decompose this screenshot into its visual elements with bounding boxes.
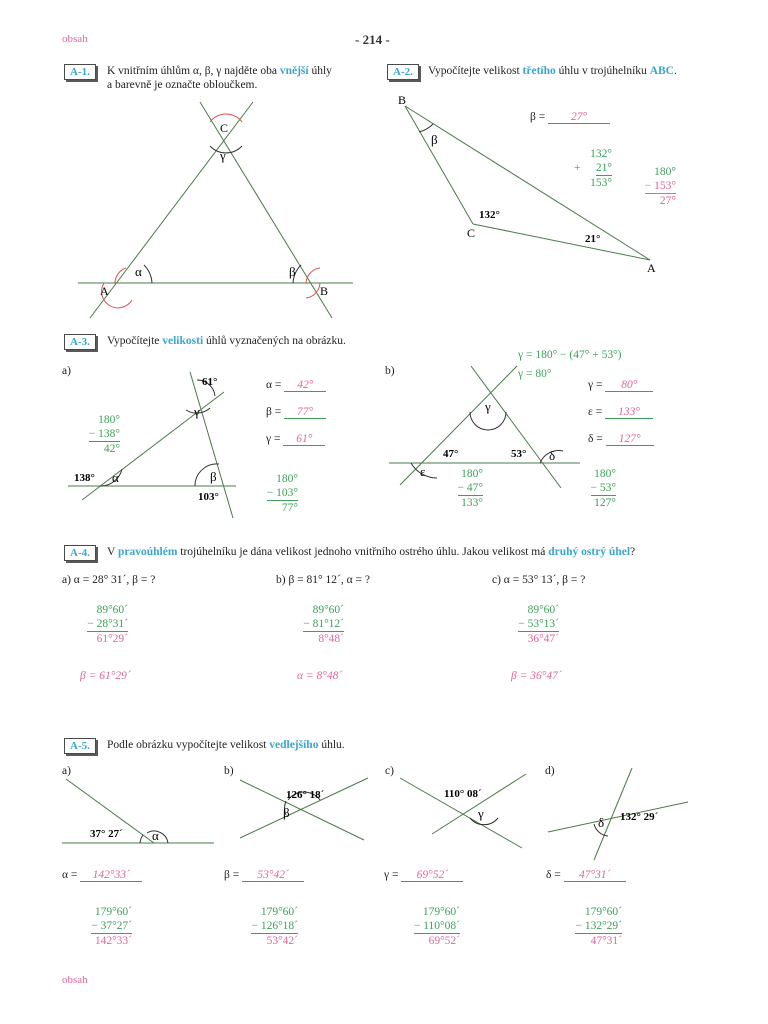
- a4b-calc: [292, 603, 344, 646]
- a1-text-line2: a barevně je označte obloučkem.: [107, 79, 258, 91]
- a3b-angle-53: 53°: [511, 448, 527, 460]
- a3b-calc2-line: − 53°: [590, 482, 616, 494]
- a5d-answer-label: δ =: [546, 869, 561, 881]
- a3-text-part: úhlů vyznačených na obrázku.: [203, 335, 346, 347]
- a4a-calc-line: 89°60´: [96, 604, 128, 616]
- a3b-angle-47: 47°: [443, 448, 459, 460]
- a5b-calc-result: 53°42´: [266, 935, 298, 947]
- a5c-calc-result: 69°52´: [428, 935, 460, 947]
- a5c-answer-label: γ =: [384, 869, 399, 881]
- a2-label-beta: β: [431, 132, 438, 147]
- task-a1-text: [107, 64, 382, 92]
- page-number: - 214 -: [355, 32, 390, 47]
- a4a-label: a) α = 28° 31´, β = ?: [62, 574, 156, 586]
- a3b-answer-label: ε =: [588, 406, 603, 418]
- a5d-answer-value: 47°31´: [564, 869, 626, 882]
- a3b-calc1-line: 180°: [461, 468, 483, 480]
- a2-calc1: [574, 147, 612, 190]
- a3a-answer-row: [266, 379, 326, 406]
- a2-calc1-op: +: [574, 162, 581, 174]
- task-a4-text: [107, 545, 727, 559]
- a3b-calc2-line: 180°: [594, 468, 616, 480]
- a2-calc2-line: 180°: [654, 166, 676, 178]
- a2-label-A: A: [647, 261, 656, 275]
- a1-label-B: B: [320, 284, 329, 298]
- a4c-label: c) α = 53° 13´, β = ?: [492, 574, 586, 586]
- a3a-label-beta: β: [210, 469, 217, 484]
- a4b-calc-result: 8°48´: [318, 633, 344, 645]
- task-a3-text: [107, 334, 507, 348]
- a3a-angle-103: 103°: [198, 491, 219, 503]
- a5a-answer-label: α =: [62, 869, 78, 881]
- a3b-arc-gamma: [470, 412, 506, 430]
- a3b-formula-result: γ = 80°: [518, 368, 552, 380]
- a5a-answer-value: 142°33´: [80, 869, 142, 882]
- a5b-calc: [238, 905, 298, 948]
- a3a-calc1-line: 180°: [98, 414, 120, 426]
- a2-text-part: Vypočítejte velikost: [428, 65, 523, 77]
- a3b-calc2-result: 127°: [594, 497, 616, 509]
- a4-text-part: trojúhelníku je dána velikost jednoho vnitřního ostrého úhlu. Jakou velikost má: [177, 546, 549, 558]
- a2-calc2-result: 27°: [659, 195, 676, 207]
- a2-calc2-line: − 153°: [644, 180, 676, 192]
- a3-part-a-label: a): [62, 365, 71, 377]
- a4-highlight2: druhý ostrý úhel: [548, 546, 631, 558]
- a1-label-C: C: [220, 121, 229, 135]
- a3a-answer-row: [266, 406, 326, 433]
- a5b-calc-line: 179°60´: [260, 906, 298, 918]
- a1-highlight: vnější: [279, 65, 309, 77]
- a2-label-C: C: [467, 226, 476, 240]
- a1-label-A: A: [100, 284, 109, 298]
- a4b-result: α = 8°48´: [297, 670, 343, 682]
- a2-answer-value: 27°: [548, 111, 610, 124]
- a3a-answer-value: 42°: [284, 379, 326, 392]
- a5a-calc-line: 179°60´: [94, 906, 132, 918]
- a3b-answer-row: [588, 433, 654, 460]
- a5c-arc-gamma: [470, 818, 498, 825]
- a1-label-beta: β: [289, 264, 296, 279]
- a3b-answer-row: [588, 406, 654, 433]
- a5-highlight: vedlejšího: [269, 739, 319, 751]
- a5b-calc-line: − 126°18´: [251, 920, 298, 932]
- a2-calc2: [636, 165, 676, 208]
- a5c-given: 110° 08´: [444, 788, 482, 800]
- a3a-answer-label: α =: [266, 379, 282, 391]
- a5a-symbol: α: [152, 828, 159, 843]
- contents-link-top[interactable]: obsah: [62, 33, 88, 45]
- a4-highlight: pravoúhlém: [117, 546, 178, 558]
- a5c-answer-row: [384, 869, 463, 882]
- a3b-answer-value: 133°: [605, 406, 653, 419]
- a4a-calc-line: − 28°31´: [87, 618, 128, 630]
- a5c-calc-line: − 110°08´: [413, 920, 460, 932]
- a3-part-b-label: b): [385, 365, 395, 377]
- a3a-calc2-result: 77°: [281, 502, 298, 514]
- a1-label-alpha: α: [135, 264, 142, 279]
- a5b-symbol: β: [283, 805, 290, 820]
- a3a-calc1-line: − 138°: [88, 428, 120, 440]
- a5b-given: 126° 18´: [286, 789, 325, 801]
- a3a-answer-value: 61°: [283, 433, 325, 446]
- a3b-answer-value: 127°: [606, 433, 654, 446]
- a3a-calc1-result: 42°: [103, 443, 120, 455]
- a5d-calc-line: 179°60´: [584, 906, 622, 918]
- a3b-answers: [588, 379, 654, 460]
- a3-text-part: Vypočítejte: [107, 335, 163, 347]
- a3a-angle-61: 61°: [202, 376, 218, 388]
- a4c-result: β = 36°47´: [511, 670, 562, 682]
- a3a-answer-label: β =: [266, 406, 282, 418]
- a4c-calc-line: − 53°13´: [518, 618, 559, 630]
- a5d-calc: [562, 905, 622, 948]
- a3b-formula: γ = 180° − (47° + 53°): [518, 349, 622, 361]
- a4a-result: β = 61°29´: [80, 670, 131, 682]
- a5b-answer-row: [224, 869, 304, 882]
- task-tag-a3: A-3.: [64, 334, 96, 350]
- a5a-calc-line: − 37°27´: [91, 920, 132, 932]
- a5c-calc-line: 179°60´: [422, 906, 460, 918]
- a3a-calc2-line: − 103°: [266, 487, 298, 499]
- a4a-calc: [76, 603, 128, 646]
- a5a-label: a): [62, 765, 71, 777]
- a5c-label: c): [385, 765, 394, 777]
- a3b-calc2: [576, 467, 616, 510]
- a2-calc1-line: 21°: [595, 162, 612, 174]
- a3a-answer-label: γ =: [266, 433, 281, 445]
- a2-highlight2: ABC: [649, 65, 674, 77]
- a5a-calc-result: 142°33´: [94, 935, 132, 947]
- a5d-answer-row: [546, 869, 626, 882]
- a4-text-part: V: [107, 546, 118, 558]
- a1-label-gamma: γ: [220, 148, 226, 163]
- a5b-label: b): [224, 765, 234, 777]
- a3b-calc1-result: 133°: [461, 497, 483, 509]
- a3a-label-gamma: γ: [194, 404, 200, 419]
- a1-arc-a-outer: [115, 268, 126, 283]
- a2-side-ba: [405, 106, 650, 260]
- a2-side-ca: [473, 224, 650, 260]
- a3b-answer-label: γ =: [588, 379, 603, 391]
- a3b-answer-label: δ =: [588, 433, 603, 445]
- a3b-label-gamma: γ: [485, 399, 491, 414]
- task-a5-text: [107, 738, 507, 752]
- a5c-figure: [396, 772, 536, 852]
- a1-arc-alpha: [144, 265, 152, 283]
- a1-text-part: úhly: [308, 65, 332, 77]
- a3b-calc1-line: − 47°: [457, 482, 483, 494]
- a2-arc-beta: [419, 124, 433, 132]
- a5c-calc: [400, 905, 460, 948]
- a5a-given: 37° 27´: [90, 828, 123, 840]
- a2-text-end: .: [673, 65, 677, 77]
- a5a-answer-row: [62, 869, 142, 882]
- a4c-calc: [507, 603, 559, 646]
- a2-calc1-line: 132°: [590, 148, 612, 160]
- a3b-answer-value: 80°: [605, 379, 653, 392]
- a3a-angle-138: 138°: [74, 472, 95, 484]
- a3a-calc1: [80, 413, 120, 456]
- contents-link-bottom[interactable]: obsah: [62, 974, 88, 986]
- a3b-right-line: [471, 366, 561, 488]
- a3-highlight: velikosti: [162, 335, 204, 347]
- a1-left-line: [90, 102, 253, 318]
- a4b-label: b) β = 81° 12´, α = ?: [276, 574, 370, 586]
- task-a2-text: [428, 64, 728, 78]
- a1-arc-b-outer: [306, 268, 320, 283]
- a3b-answer-row: [588, 379, 654, 406]
- a2-angle-a: 21°: [585, 233, 601, 245]
- task-tag-a4: A-4.: [64, 545, 96, 561]
- a2-angle-c: 132°: [479, 209, 500, 221]
- a2-answer-row: [530, 111, 610, 124]
- task-tag-a2: A-2.: [387, 64, 419, 80]
- a5d-figure: [546, 764, 696, 864]
- a3b-label-delta: δ: [549, 448, 556, 463]
- a5-text-part: úhlu.: [318, 739, 345, 751]
- a3a-answer-value: 77°: [284, 406, 326, 419]
- a4a-calc-result: 61°29´: [96, 633, 128, 645]
- a5d-calc-line: − 132°29´: [575, 920, 622, 932]
- a5b-answer-label: β =: [224, 869, 240, 881]
- a4c-calc-line: 89°60´: [527, 604, 559, 616]
- a5b-answer-value: 53°42´: [242, 869, 304, 882]
- a2-side-bc: [405, 106, 473, 224]
- a5d-symbol: δ: [598, 815, 605, 830]
- a5-text-part: Podle obrázku vypočítejte velikost: [107, 739, 270, 751]
- a3b-figure: [385, 360, 585, 495]
- a5b-figure: [236, 772, 376, 847]
- a4-text-end: ?: [630, 546, 636, 558]
- a5c-symbol: γ: [478, 806, 484, 821]
- a2-calc1-result: 153°: [590, 177, 612, 189]
- a5d-given: 132° 29´: [620, 811, 659, 823]
- a1-text-part: K vnitřním úhlům α, β, γ najděte oba: [107, 65, 280, 77]
- a2-label-B: B: [398, 93, 407, 107]
- a3b-label-epsilon: ε: [420, 464, 426, 479]
- a2-text-part: úhlu v trojúhelníku: [555, 65, 650, 77]
- a4b-calc-line: 89°60´: [312, 604, 344, 616]
- a3a-label-alpha: α: [112, 470, 119, 485]
- task-tag-a1: A-1.: [64, 64, 96, 80]
- a3b-calc1: [443, 467, 483, 510]
- a5a-figure: [62, 775, 222, 850]
- a3a-calc2: [256, 472, 298, 515]
- a1-triangle-figure: [70, 100, 370, 325]
- a4b-calc-line: − 81°12´: [303, 618, 344, 630]
- task-tag-a5: A-5.: [64, 738, 96, 754]
- a5a-calc: [78, 905, 132, 948]
- a3a-answers: [266, 379, 326, 460]
- a3a-calc2-line: 180°: [276, 473, 298, 485]
- a5d-label: d): [545, 765, 555, 777]
- a4c-calc-result: 36°47´: [527, 633, 559, 645]
- a3a-answer-row: [266, 433, 326, 460]
- a2-highlight: třetího: [522, 65, 556, 77]
- a5c-answer-value: 69°52´: [401, 869, 463, 882]
- a2-answer-label: β =: [530, 111, 546, 123]
- a5d-calc-result: 47°31´: [590, 935, 622, 947]
